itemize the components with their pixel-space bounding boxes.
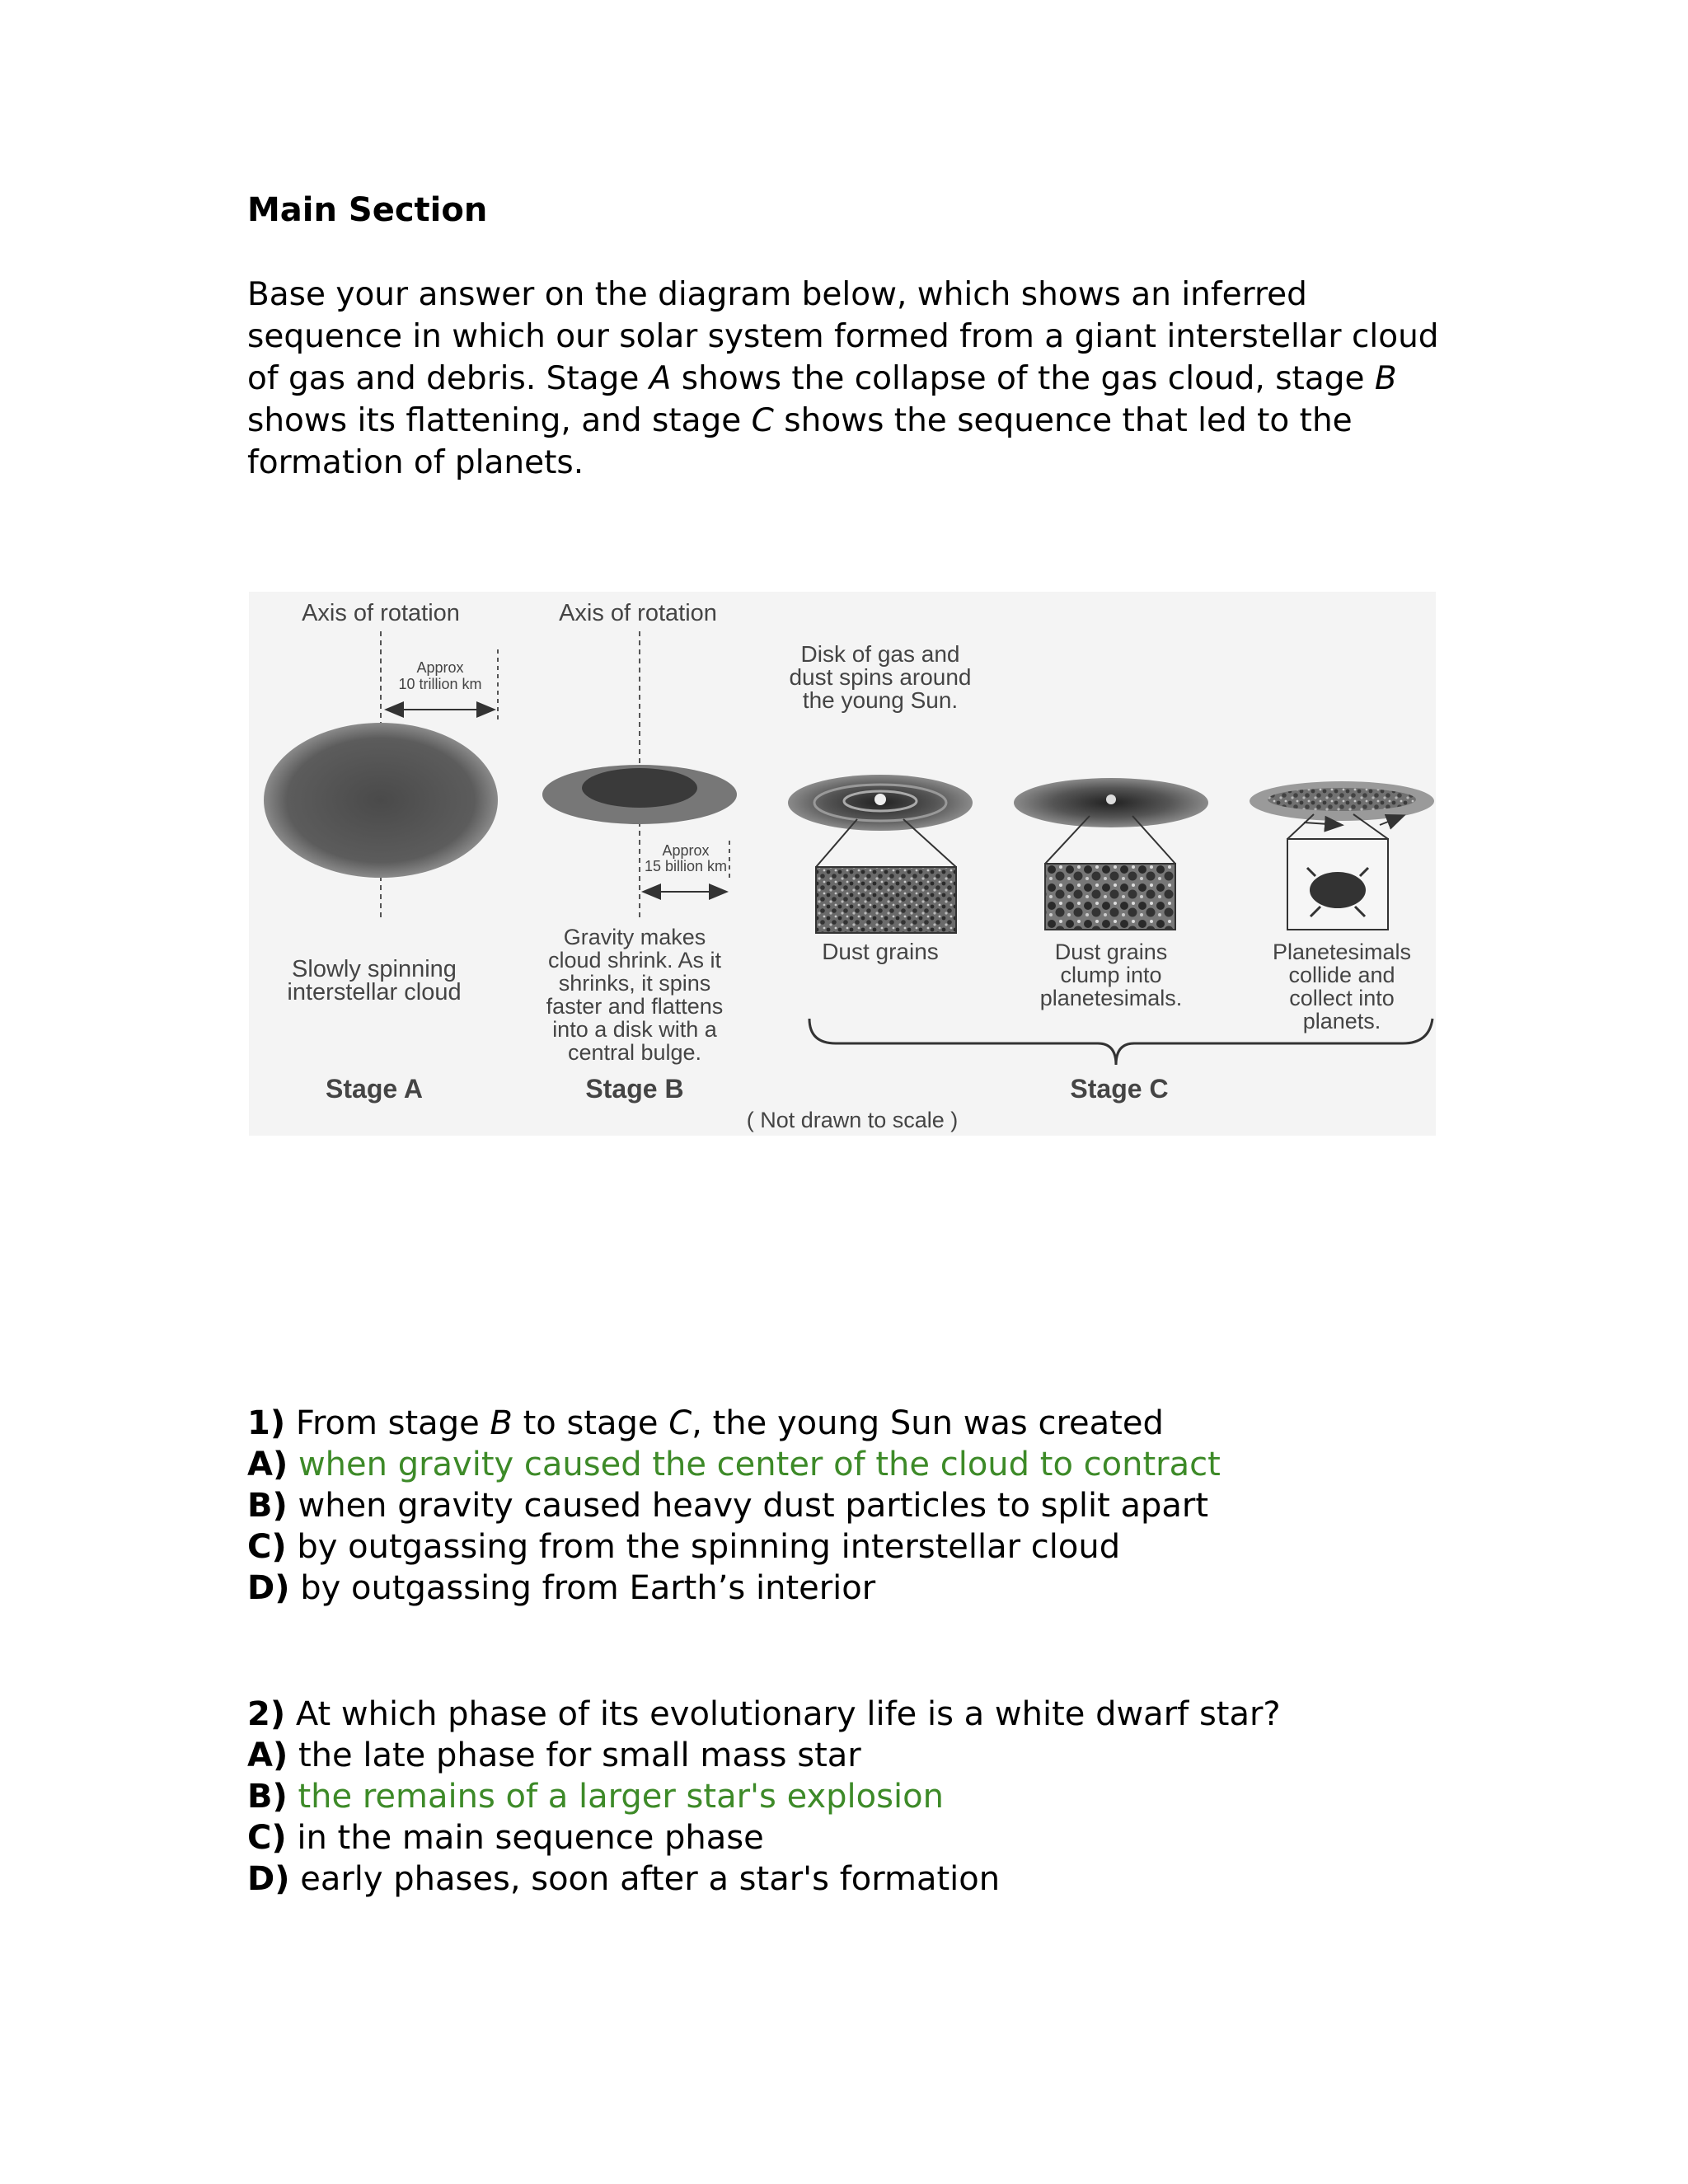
stage-b-label: Stage B xyxy=(585,1074,684,1104)
intro-stage-a: A xyxy=(649,360,672,397)
option-text: by outgassing from Earth’s interior xyxy=(300,1569,876,1607)
option-letter: C) xyxy=(247,1528,287,1566)
axis-label-a: Axis of rotation xyxy=(302,600,460,626)
option-text-correct: when gravity caused the center of the cloud to contract xyxy=(298,1446,1221,1483)
solar-system-formation-diagram xyxy=(249,592,1436,1136)
intro-paragraph xyxy=(247,274,1451,484)
collide-caption-3: collect into xyxy=(1289,986,1395,1010)
flattening-cloud-bulge xyxy=(582,768,697,808)
intro-text-3: shows its flattening, and stage xyxy=(247,402,752,439)
intro-text-4: shows the sequence that led to the formation of planets. xyxy=(247,402,1353,481)
intro-stage-b: B xyxy=(1374,360,1397,397)
stage-b-caption-3: shrinks, it spins xyxy=(558,971,711,996)
forming-planet xyxy=(1310,872,1366,908)
collide-caption-4: planets. xyxy=(1302,1009,1381,1033)
collide-caption-1: Planetesimals xyxy=(1272,940,1412,964)
option-letter: D) xyxy=(247,1860,290,1898)
question-2-option-c[interactable] xyxy=(247,1817,1484,1858)
intro-text-1: Base your answer on the diagram below, which shows an inferred sequence in which our solar system formed from a giant interstellar cloud of gas and debris. Stage xyxy=(247,276,1439,397)
question-1-option-b[interactable] xyxy=(247,1485,1484,1526)
young-sun-2 xyxy=(1106,794,1116,804)
stage-b-caption-5: into a disk with a xyxy=(552,1017,717,1042)
disk-caption-3: the young Sun. xyxy=(802,687,959,713)
axis-label-b: Axis of rotation xyxy=(559,600,717,626)
intro-stage-c: C xyxy=(751,402,774,439)
collide-caption-2: collide and xyxy=(1288,963,1395,987)
question-1-stem-text-3: , the young Sun was created xyxy=(692,1404,1164,1442)
option-text-correct: the remains of a larger star's explosion xyxy=(298,1778,944,1816)
planet-forming-disk-texture xyxy=(1268,788,1416,811)
question-2-stem xyxy=(247,1694,1484,1735)
stage-b-caption-1: Gravity makes xyxy=(563,925,706,949)
question-1-stem-text-1: From stage xyxy=(295,1404,490,1442)
not-to-scale-note: ( Not drawn to scale ) xyxy=(746,1108,959,1132)
question-1-option-a[interactable] xyxy=(247,1444,1484,1485)
question-2-stem-text: At which phase of its evolutionary life is a white dwarf star? xyxy=(295,1695,1281,1733)
question-2-option-a[interactable] xyxy=(247,1735,1484,1776)
option-letter: B) xyxy=(247,1778,288,1816)
disk-caption-2: dust spins around xyxy=(789,664,972,690)
question-2-number: 2) xyxy=(247,1695,286,1733)
option-text: the late phase for small mass star xyxy=(298,1736,861,1774)
dust-grains-box xyxy=(816,867,956,933)
question-1-number: 1) xyxy=(247,1404,286,1442)
interstellar-cloud xyxy=(264,723,498,878)
question-1-stem-stage-c: C xyxy=(668,1404,692,1442)
stage-b-caption-4: faster and flattens xyxy=(546,994,724,1019)
planetesimals-box xyxy=(1045,864,1175,930)
dust-grains-caption: Dust grains xyxy=(822,939,939,964)
option-letter: B) xyxy=(247,1487,288,1525)
disk-caption-1: Disk of gas and xyxy=(800,641,960,667)
question-2-option-b[interactable] xyxy=(247,1776,1484,1817)
young-sun xyxy=(874,794,886,805)
stage-b-caption-2: cloud shrink. As it xyxy=(547,948,722,972)
approx-a-line1: Approx xyxy=(416,659,464,676)
option-letter: D) xyxy=(247,1569,290,1607)
approx-a-line2: 10 trillion km xyxy=(398,676,482,692)
option-letter: A) xyxy=(247,1446,288,1483)
question-1-stem-stage-b: B xyxy=(490,1404,513,1442)
question-2-option-d[interactable] xyxy=(247,1858,1484,1900)
section-title: Main Section xyxy=(247,191,488,229)
clump-caption-2: clump into xyxy=(1060,963,1162,987)
option-text: when gravity caused heavy dust particles to split apart xyxy=(298,1487,1209,1525)
option-letter: A) xyxy=(247,1736,288,1774)
question-1-option-d[interactable] xyxy=(247,1568,1484,1609)
collision-arrow-1 xyxy=(1304,823,1341,825)
approx-b-line1: Approx xyxy=(662,842,710,859)
question-1-stem-text-2: to stage xyxy=(512,1404,669,1442)
stage-a-caption-1: Slowly spinning xyxy=(292,956,457,982)
option-text: early phases, soon after a star's formation xyxy=(300,1860,1001,1898)
clump-caption-1: Dust grains xyxy=(1054,940,1168,964)
approx-b-line2: 15 billion km xyxy=(644,858,728,874)
stage-b-caption-6: central bulge. xyxy=(567,1040,702,1065)
question-1 xyxy=(247,1403,1484,1609)
question-1-option-c[interactable] xyxy=(247,1526,1484,1568)
clump-caption-3: planetesimals. xyxy=(1039,986,1183,1010)
question-1-stem xyxy=(247,1403,1484,1444)
option-text: in the main sequence phase xyxy=(297,1819,764,1857)
option-text: by outgassing from the spinning interstellar cloud xyxy=(297,1528,1121,1566)
stage-c-label: Stage C xyxy=(1070,1074,1169,1104)
stage-a-label: Stage A xyxy=(326,1074,423,1104)
stage-a-caption-2: interstellar cloud xyxy=(287,979,462,1005)
question-2 xyxy=(247,1694,1484,1900)
intro-text-2: shows the collapse of the gas cloud, stage xyxy=(671,360,1375,397)
option-letter: C) xyxy=(247,1819,287,1857)
